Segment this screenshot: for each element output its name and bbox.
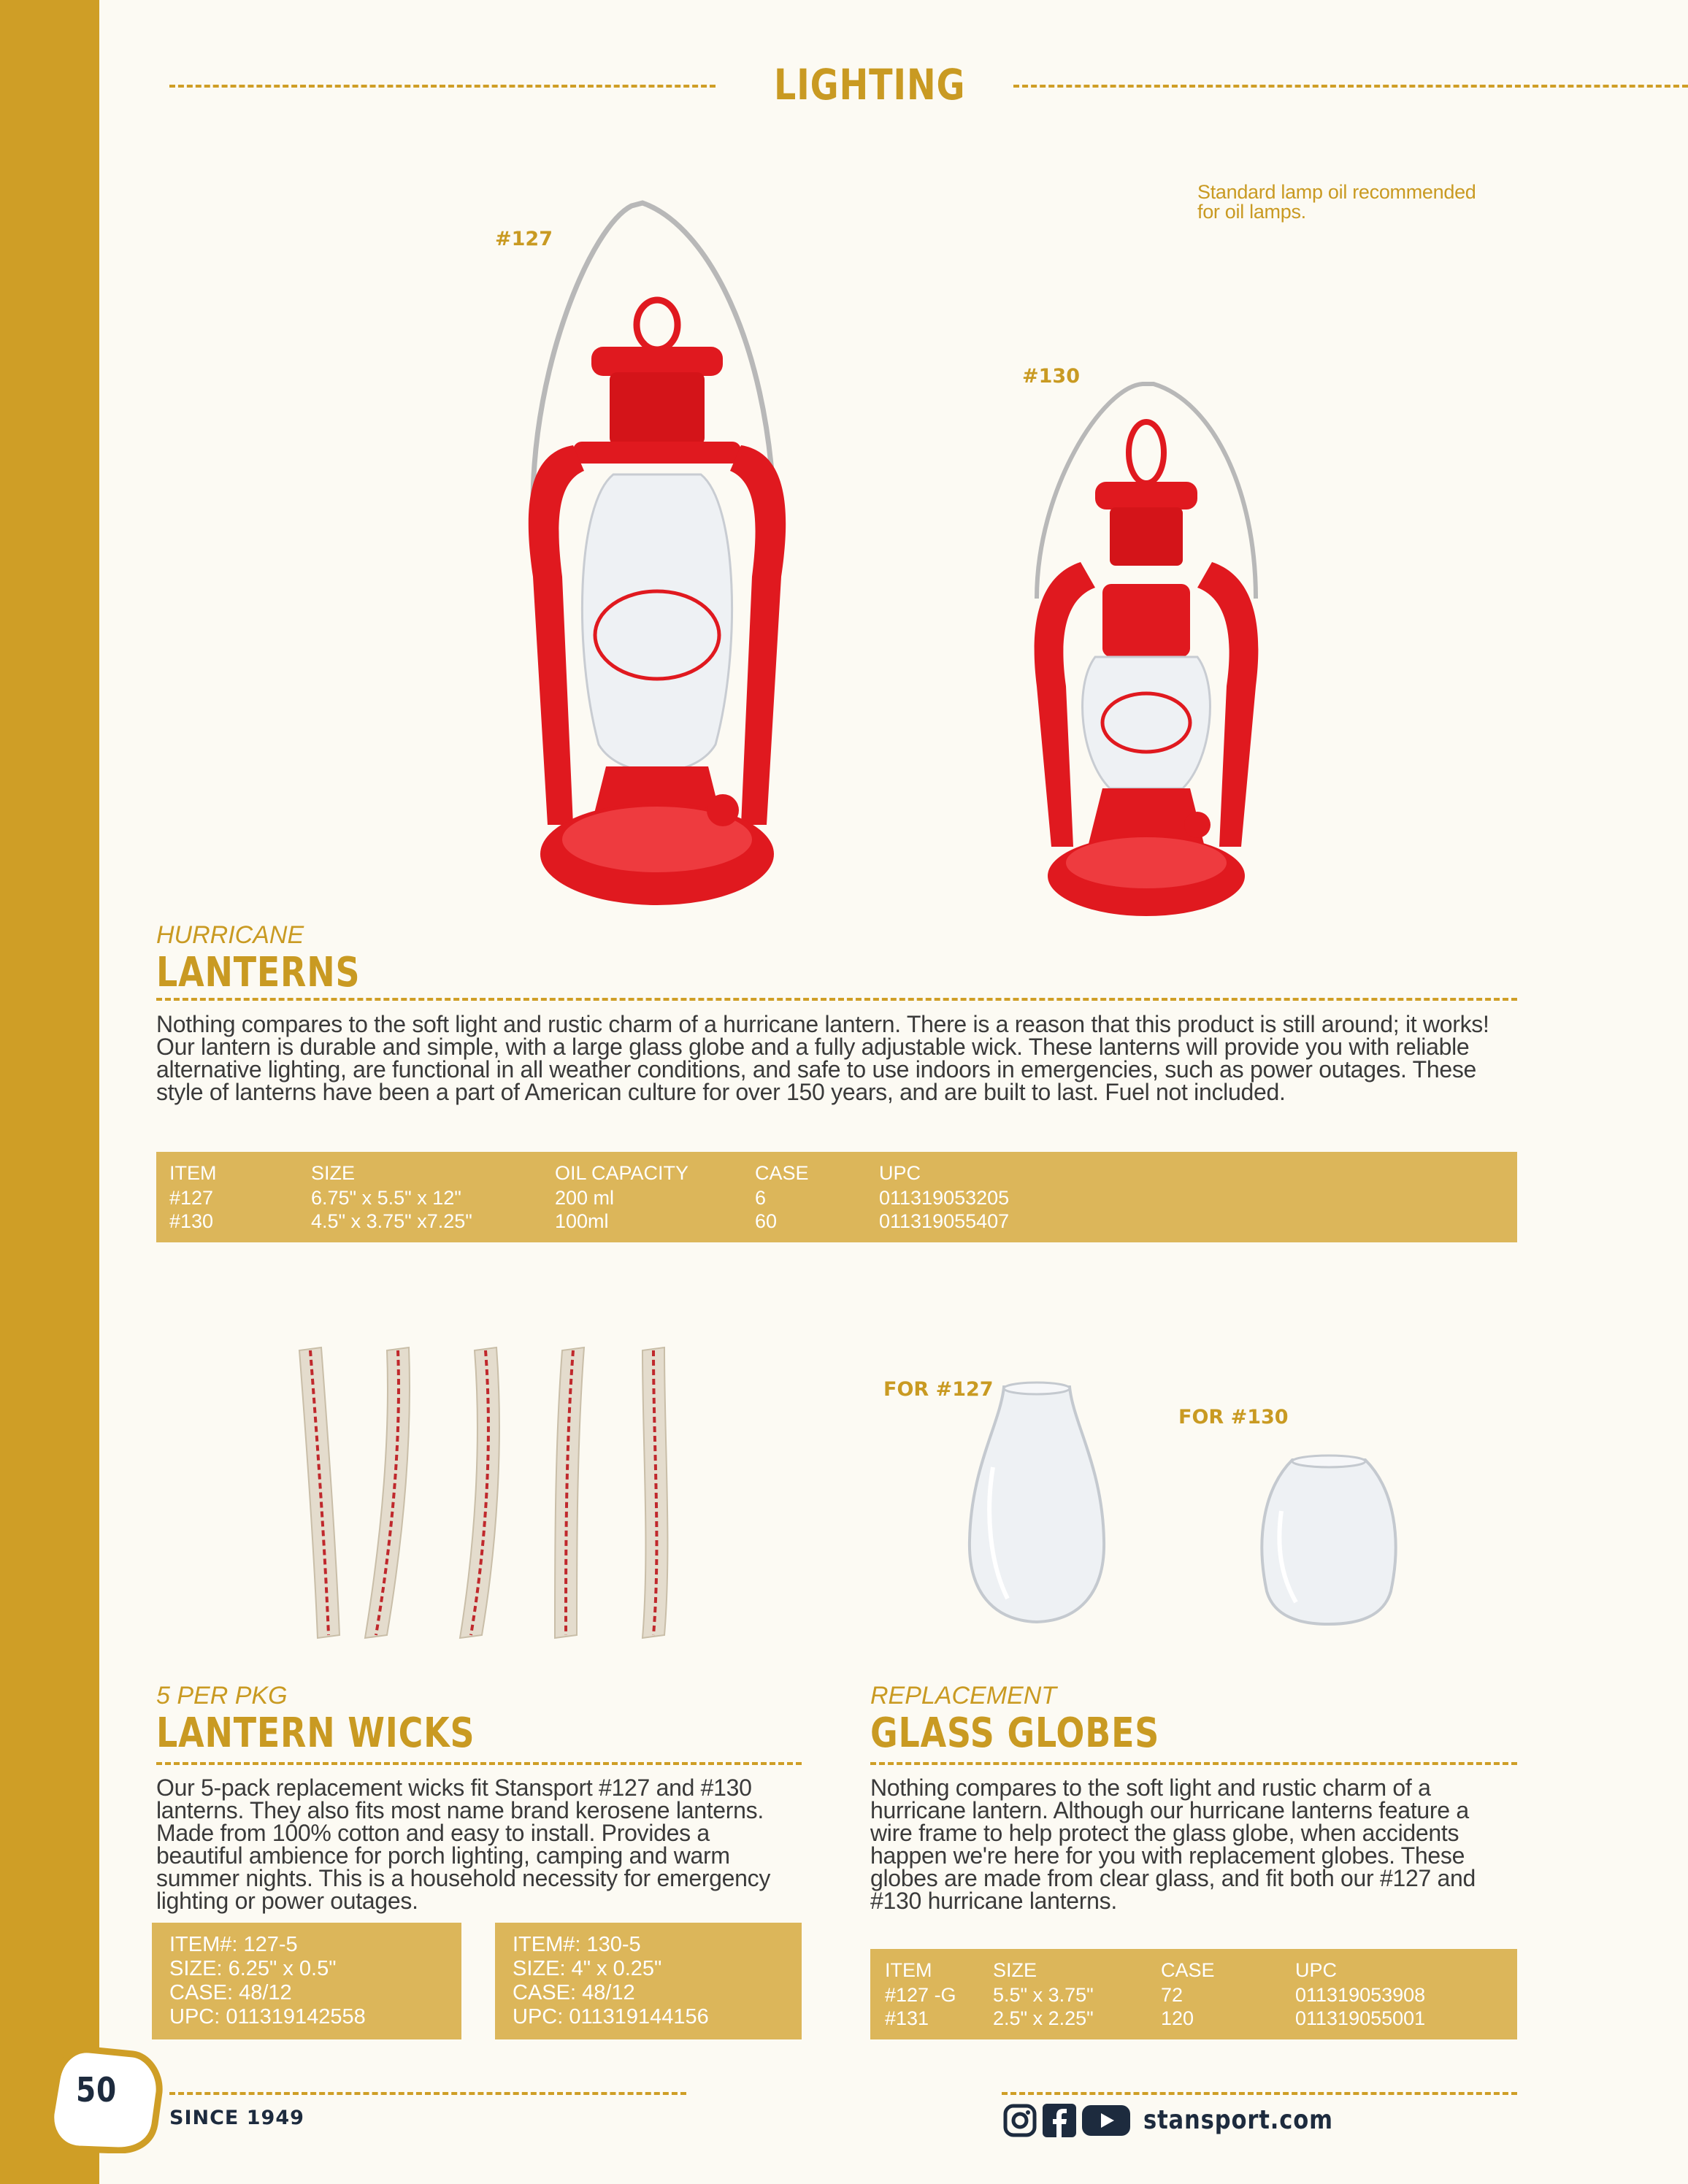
table-cell: 2.5" x 2.25" <box>993 2007 1094 2029</box>
wicks-title: LANTERN WICKS <box>156 1710 475 1757</box>
lantern-127-image <box>504 197 810 927</box>
table-cell: 011319053908 <box>1295 1984 1426 2006</box>
instagram-icon[interactable] <box>1003 2104 1037 2137</box>
website-link[interactable]: stansport.com <box>1143 2105 1333 2135</box>
table-cell: 011319055407 <box>879 1210 1010 1232</box>
table-cell: #130 <box>169 1210 214 1232</box>
table-cell: #127 -G <box>885 1984 956 2006</box>
table-header: UPC <box>1295 1959 1338 1981</box>
wicks-image <box>285 1343 701 1642</box>
globes-description: Nothing compares to the soft light and rustic charm of a hurricane lantern. Although our hurricane lanterns feature a wire frame to help protect the glass globe, when accidents happen we're here for you with replacement globes. These globes are made from clear glass, and fit both our #127 and #130 hurricane lanterns. <box>870 1774 1476 1914</box>
table-cell: 011319055001 <box>1295 2007 1426 2029</box>
globes-divider <box>870 1762 1517 1765</box>
header-divider-left <box>169 85 716 88</box>
header-divider-right <box>1013 85 1688 88</box>
lanterns-divider <box>156 998 1517 1001</box>
youtube-icon[interactable] <box>1082 2104 1130 2137</box>
globes-subtitle: REPLACEMENT <box>870 1682 1057 1710</box>
table-cell: 100ml <box>555 1210 609 1232</box>
lanterns-spec-table <box>156 1152 1517 1242</box>
footer-divider-left <box>169 2092 686 2095</box>
table-cell: #131 <box>885 2007 929 2029</box>
lanterns-subtitle: HURRICANE <box>156 921 304 949</box>
table-cell: 6.75" x 5.5" x 12" <box>311 1187 461 1209</box>
table-cell: 011319053205 <box>879 1187 1010 1209</box>
label-lantern-127: #127 <box>495 228 553 250</box>
label-lantern-130: #130 <box>1022 365 1080 388</box>
label-globe-130: FOR #130 <box>1178 1406 1289 1429</box>
wick-130-5-spec-box: ITEM#: 130-5 SIZE: 4" x 0.25" CASE: 48/12 UPC: 011319144156 <box>495 1923 802 2039</box>
wicks-subtitle: 5 PER PKG <box>156 1682 288 1710</box>
table-cell: 200 ml <box>555 1187 615 1209</box>
globe-127-image <box>964 1380 1110 1628</box>
wicks-divider <box>156 1762 802 1765</box>
facebook-icon[interactable] <box>1043 2104 1076 2137</box>
page-title: LIGHTING <box>774 60 966 109</box>
gold-sidebar <box>0 0 99 2184</box>
wick-127-5-spec-box: ITEM#: 127-5 SIZE: 6.25" x 0.5" CASE: 48/12 UPC: 011319142558 <box>152 1923 461 2039</box>
table-header: ITEM <box>885 1959 932 1981</box>
table-cell: 4.5" x 3.75" x7.25" <box>311 1210 472 1232</box>
page-number: 50 <box>76 2070 118 2110</box>
table-cell: 6 <box>755 1187 767 1209</box>
table-cell: #127 <box>169 1187 214 1209</box>
table-header: CASE <box>1161 1959 1215 1981</box>
table-header: ITEM <box>169 1162 217 1184</box>
table-header: SIZE <box>993 1959 1037 1981</box>
table-cell: 72 <box>1161 1984 1183 2006</box>
table-header: SIZE <box>311 1162 356 1184</box>
lanterns-title: LANTERNS <box>156 949 361 996</box>
wicks-description: Our 5-pack replacement wicks fit Stansport #127 and #130 lanterns. They also fits most name brand kerosene lanterns. Made from 100% cotton and easy to install. Provides a beautiful ambience for porch lighting, camping and warm summer nights. This is a household necessity for emergency lighting or power outages. <box>156 1774 771 1914</box>
globes-spec-table <box>870 1949 1517 2039</box>
table-cell: 60 <box>755 1210 778 1232</box>
table-header: OIL CAPACITY <box>555 1162 689 1184</box>
table-header: CASE <box>755 1162 809 1184</box>
since-1949: SINCE 1949 <box>169 2107 304 2129</box>
globe-130-image <box>1256 1453 1402 1628</box>
oil-note: Standard lamp oil recommended for oil lamps. <box>1197 181 1476 223</box>
lanterns-description: Nothing compares to the soft light and rustic charm of a hurricane lantern. There is a reason that this product is still around; it works! Our lantern is durable and simple, with a large glass globe and a fully adjustable wick. These lanterns will provide you with reliable alternative lighting, are functional in all weather conditions, and safe to use indoors in emergencies, such as power outages. These style of lanterns have been a part of American culture for over 150 years, and are built to last. Fuel not included. <box>156 1011 1489 1105</box>
label-globe-127: FOR #127 <box>883 1378 994 1401</box>
globes-title: GLASS GLOBES <box>870 1710 1160 1757</box>
table-cell: 120 <box>1161 2007 1194 2029</box>
table-cell: 5.5" x 3.75" <box>993 1984 1094 2006</box>
footer-divider-right <box>1002 2092 1517 2095</box>
lantern-130-image <box>1015 380 1278 920</box>
table-header: UPC <box>879 1162 921 1184</box>
